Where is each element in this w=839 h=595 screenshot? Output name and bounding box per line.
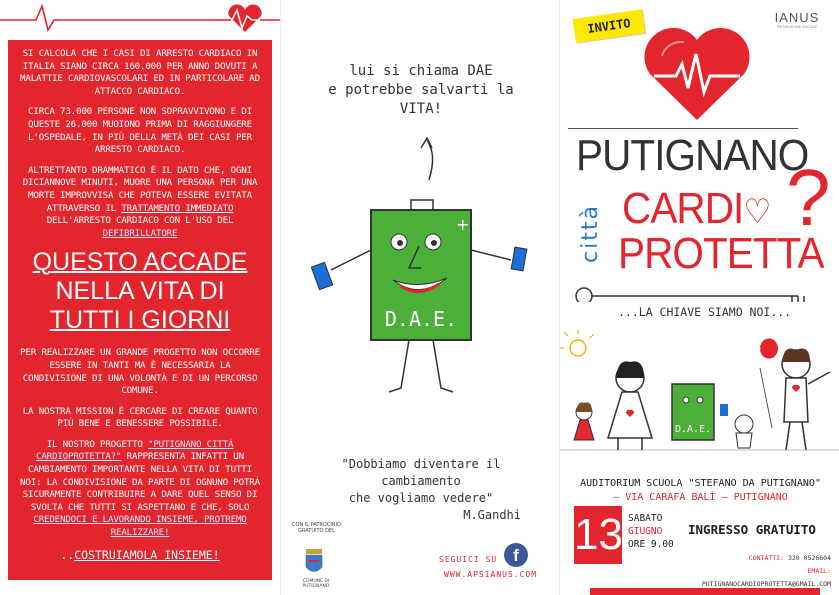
contact-label: CONTATTI: bbox=[748, 554, 785, 562]
venue-info bbox=[568, 477, 833, 505]
headline-line: TUTTI I GIORNI bbox=[49, 306, 231, 335]
title-cardio bbox=[622, 184, 771, 234]
dae-caption bbox=[311, 62, 531, 119]
divider bbox=[568, 128, 798, 129]
headline-line: NELLA VITA DI bbox=[55, 277, 225, 306]
follow-text: SEGUICI SU bbox=[439, 555, 498, 564]
comune-text: COMUNE DI PUTIGNANO bbox=[302, 579, 330, 589]
logo-text: IANUS bbox=[774, 10, 820, 25]
contact-info bbox=[686, 552, 831, 591]
middle-panel bbox=[280, 0, 560, 595]
text-highlight: DEFIBRILLATORE bbox=[102, 227, 178, 239]
facebook-icon[interactable]: f bbox=[504, 543, 528, 567]
invito-tag: INVITO bbox=[573, 9, 646, 43]
paragraph-project: PER REALIZZARE UN GRANDE PROGETTO NON OCCORRE ESSERE IN TANTI MA È NECESSARIA LA CONDIVISIONE DI UNA VOLONTÀ E DI UN PERCORSO COMUNE. bbox=[20, 347, 260, 397]
venue-name: AUDITORIUM SCUOLA "STEFANO DA PUTIGNANO" bbox=[580, 478, 821, 489]
call-to-action bbox=[18, 548, 262, 562]
quote-line: che vogliamo vedere" bbox=[348, 491, 494, 505]
ecg-heart-icon bbox=[0, 0, 280, 36]
gandhi-quote bbox=[301, 456, 541, 524]
phone-number[interactable]: 320 0526604 bbox=[787, 554, 831, 562]
right-panel bbox=[560, 0, 839, 595]
text: RAPPRESENTA INFATTI UN CAMBIAMENTO IMPORTANTE NELLA VITA DI TUTTI NOI: LA CONDIVISIONE DA PARTE DI OGNUNO POTRÀ SICURAMENTE CONTRIBUIRE A DARE QUEL SENSO DI SVOLTA CHE TUTTI SI ASPETTANO E CHE, SOLO bbox=[20, 451, 260, 513]
event-time: ORE 9.00 bbox=[628, 539, 674, 550]
info-box bbox=[8, 40, 272, 580]
free-entry-label: INGRESSO GRATUITO bbox=[688, 522, 816, 537]
date-details bbox=[628, 512, 674, 551]
email-label: EMAIL: bbox=[807, 567, 831, 575]
website-link[interactable]: WWW.APSIANUS.COM bbox=[444, 570, 538, 579]
quote-line: "Dobbiamo diventare il cambiamento bbox=[341, 457, 501, 488]
headline bbox=[18, 248, 262, 335]
plus-icon: + bbox=[456, 215, 470, 234]
heart-o-icon: ♡ bbox=[743, 193, 771, 231]
text-highlight: CREDENDOCI E LAVORANDO INSIEME, PROTREMO REALIZZARE! bbox=[33, 514, 247, 539]
title-citta: città bbox=[578, 204, 603, 263]
text: DELL'ARRESTO CARDIACO CON L'USO DEL bbox=[46, 215, 234, 227]
cta-text: COSTRUIAMOLA INSIEME! bbox=[74, 547, 220, 562]
headline-line: QUESTO ACCADE bbox=[32, 248, 248, 277]
text-underlined: TRATTAMENTO IMMEDIATO bbox=[121, 202, 234, 214]
dae-small-label: D.A.E. bbox=[674, 424, 712, 435]
venue-city: PUTIGNANO bbox=[733, 492, 788, 503]
title-protetta: PROTETTA bbox=[618, 229, 824, 278]
dae-mascot-illustration bbox=[301, 130, 541, 430]
text-highlight: "PUTIGNANO CITTÀ CARDIOPROTETTA?" bbox=[36, 438, 234, 463]
municipality-crest-icon bbox=[303, 547, 325, 577]
paragraph-stats: SI CALCOLA CHE I CASI DI ARRESTO CARDIACO IN ITALIA SIANO CIRCA 160.000 PER ANNO DOVUTI A MALATTIE CARDIOVASCOLARI ED IN PARTICOLARE AD ATTACCO CARDIACO. bbox=[20, 48, 260, 97]
heart-ecg-icon bbox=[642, 26, 752, 122]
paragraph-dramatic bbox=[18, 165, 262, 241]
text: IL NOSTRO PROGETTO bbox=[46, 438, 143, 450]
tagline: ...LA CHIAVE SIAMO NOI... bbox=[618, 305, 792, 319]
venue-street: – VIA CARAFA BALÌ – bbox=[613, 492, 728, 503]
paragraph-our-project bbox=[18, 439, 262, 540]
caption-line: e potrebbe salvarti la bbox=[328, 82, 514, 98]
patronage-text: CON IL PATROCINIO GRATUITO DEL bbox=[292, 522, 341, 534]
title-putignano: PUTIGNANO bbox=[576, 131, 809, 180]
question-mark: ? bbox=[786, 153, 831, 242]
text: ALTRETTANTO DRAMMATICO È IL DATO CHE, OGNI DICIANNOVE MINUTI, MUORE UNA PERSONA PER UNA MORTE IMPROVVISA CHE POTEVA ESSERE EVITATA ATTRAVERSO IL bbox=[22, 164, 258, 214]
quote-author: M.Gandhi bbox=[463, 508, 521, 522]
ianus-logo bbox=[772, 10, 822, 29]
svg-text:?: ? bbox=[756, 346, 762, 357]
month: GIUGNO bbox=[628, 526, 663, 537]
cardio-text: CARDI bbox=[622, 184, 744, 233]
bottom-bar bbox=[590, 588, 820, 595]
left-panel bbox=[0, 0, 280, 595]
email-address[interactable]: PUTIGNANOCARDIOPROTETTA@GMAIL.COM bbox=[701, 580, 831, 588]
logo-subtext: PROMOZIONE SOCIALE bbox=[776, 25, 818, 29]
family-illustration bbox=[560, 328, 839, 468]
weekday: SABATO bbox=[628, 513, 663, 524]
paragraph-mission: LA NOSTRA MISSION È CERCARE DI CREARE QUANTO PIÙ BENE E BENESSERE POSSIBILE. bbox=[22, 405, 258, 430]
paragraph-deaths: CIRCA 73.000 PERSONE NON SOPRAVVIVONO E DI QUESTE 26.000 MUOIONO PRIMA DI RAGGIUNGERE L'OSPEDALE, IN PIÙ DELLA METÀ DEI CASI PER ARRESTO CARDIACO. bbox=[28, 106, 252, 156]
caption-line: lui si chiama DAE bbox=[349, 63, 493, 79]
caption-line: VITA! bbox=[399, 101, 443, 117]
dae-label: D.A.E. bbox=[384, 307, 458, 331]
cta-prefix: .. bbox=[60, 547, 75, 562]
key-icon bbox=[560, 262, 810, 302]
date-day: 13 bbox=[574, 506, 622, 564]
